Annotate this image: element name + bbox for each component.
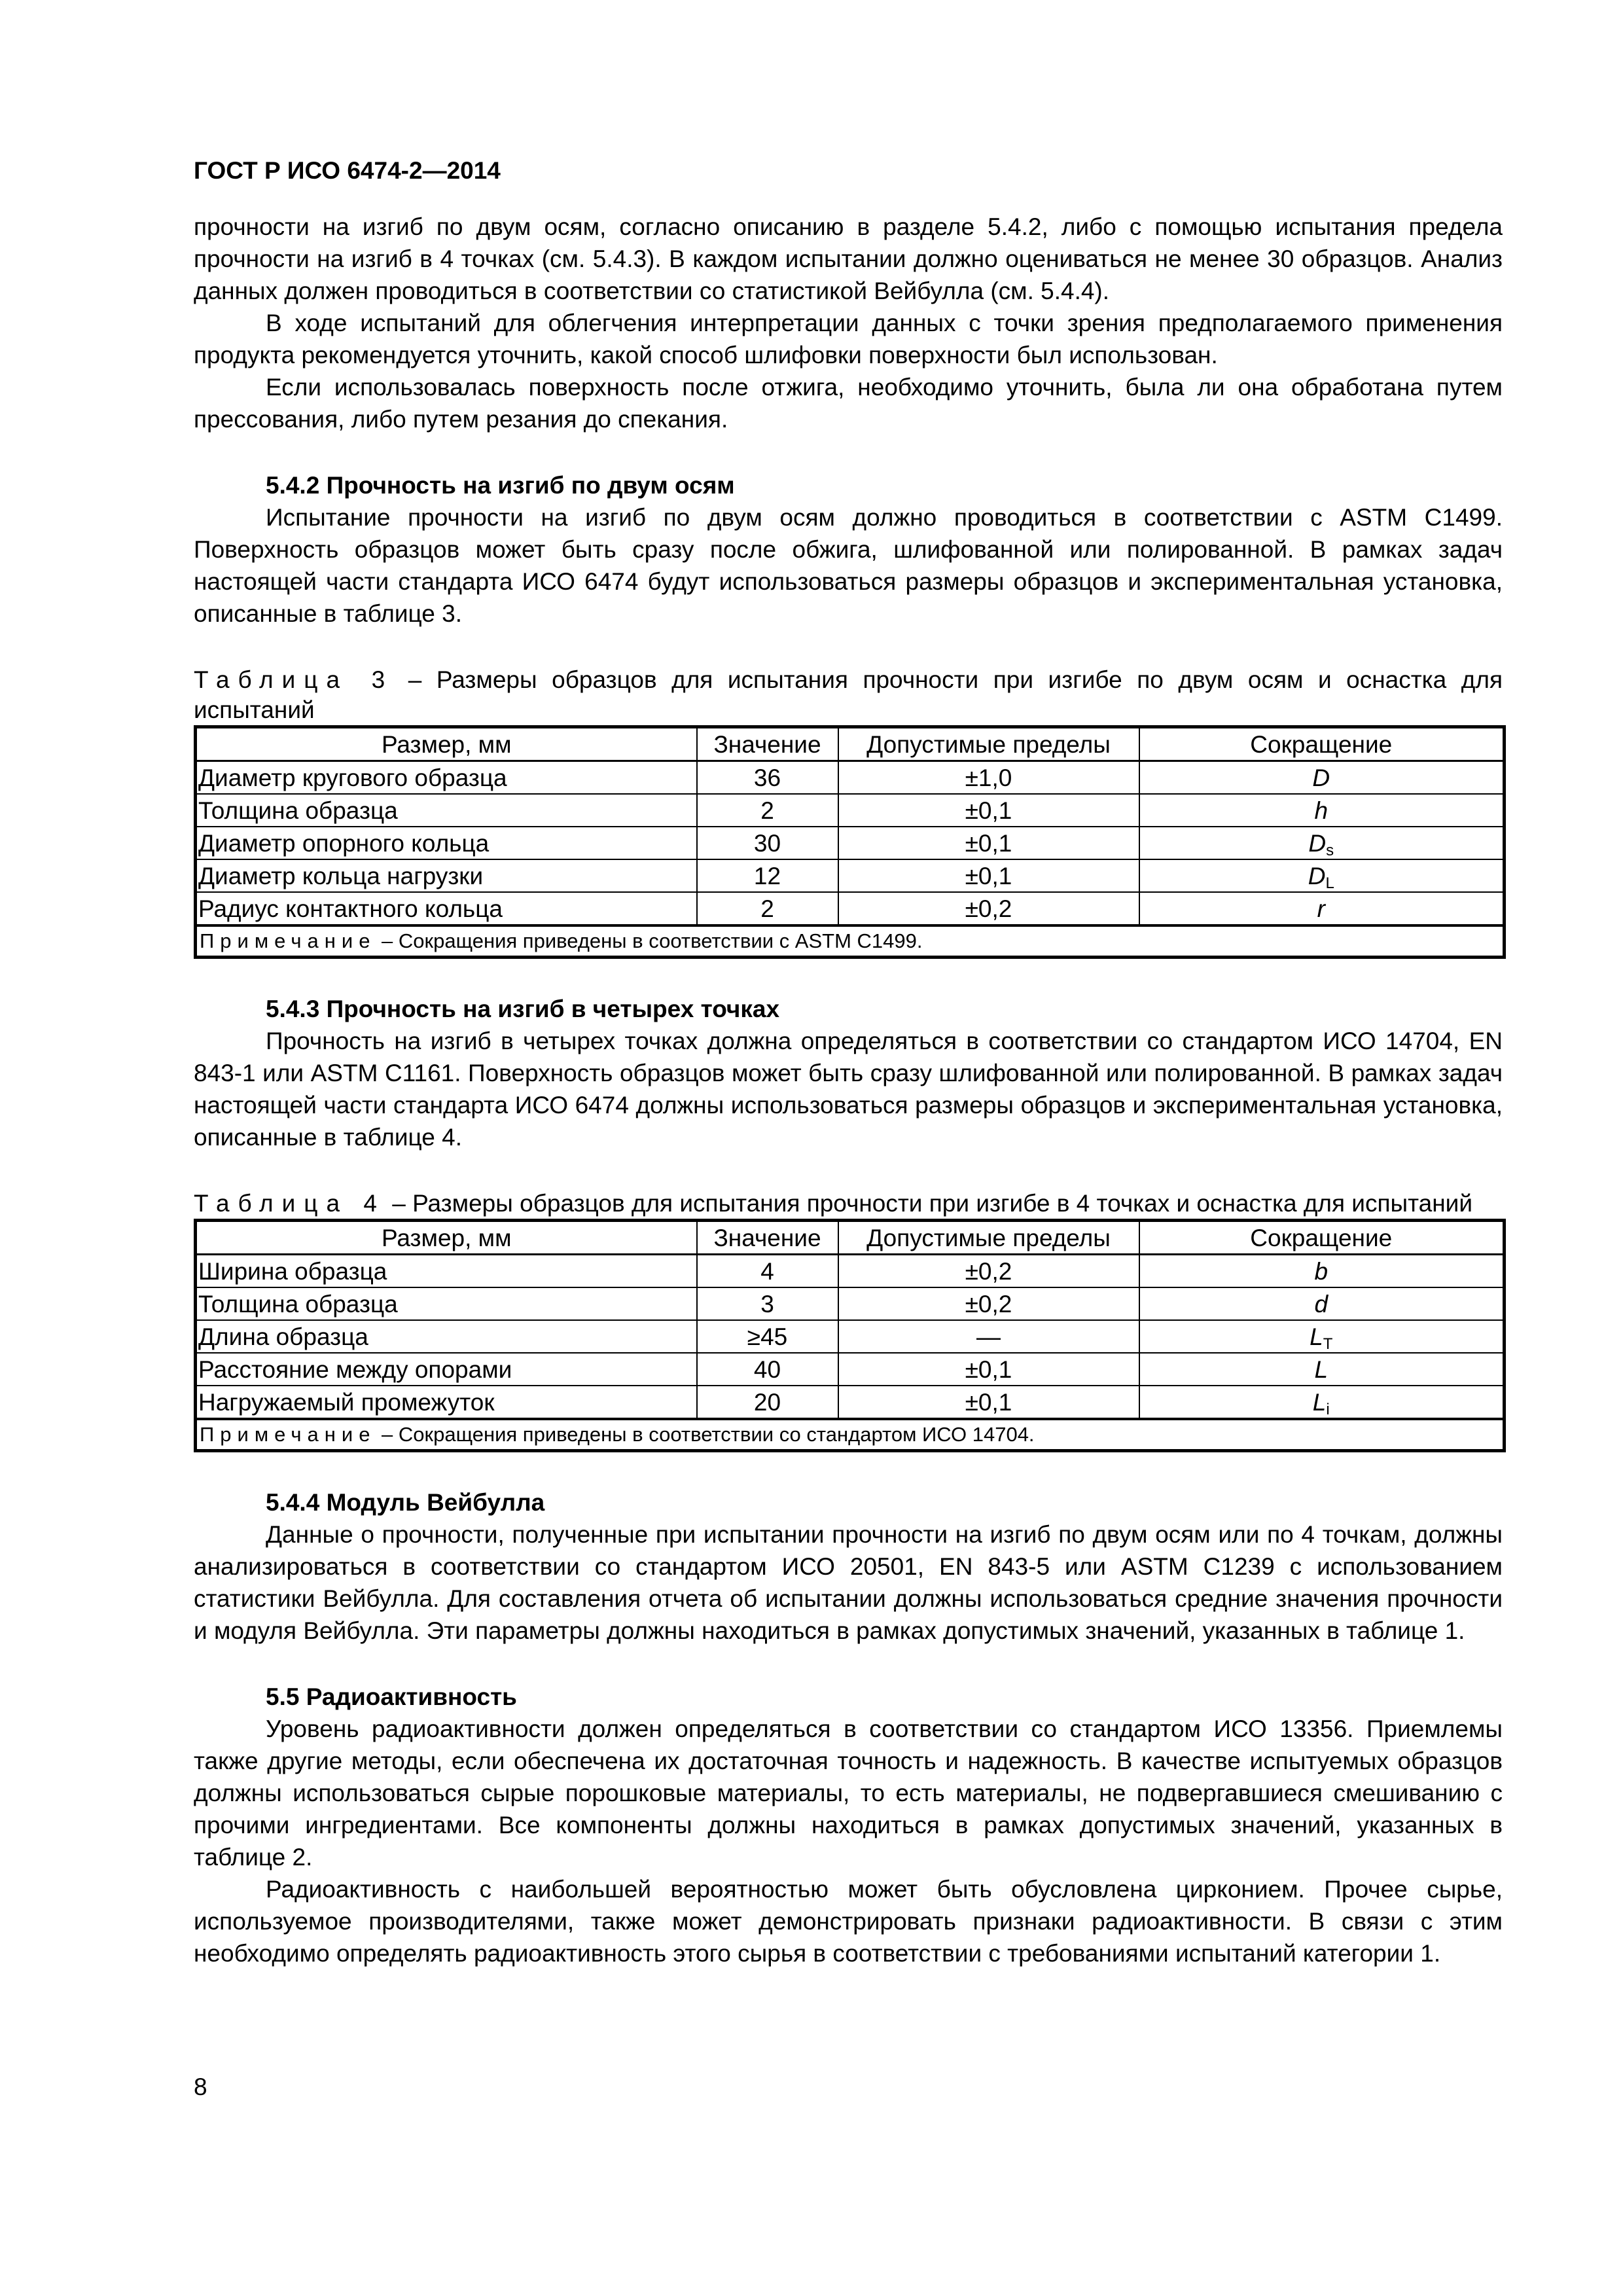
cell-value: 12 (697, 859, 838, 892)
cell-name: Диаметр кругового образца (196, 761, 697, 795)
cell-name: Диаметр опорного кольца (196, 827, 697, 859)
cell-limit: ±0,2 (838, 1287, 1139, 1320)
cell-abbr: L (1139, 1353, 1505, 1386)
cell-abbr: r (1139, 892, 1505, 925)
paragraph: Данные о прочности, полученные при испытании прочности на изгиб по двум осям или по 4 точкам, должны анализироваться в соответствии со стандартом ИСО 20501, EN 843-5 или ASTM C1239 с использованием статистики Вейбулла. Для составления отчета об испытании должны использоваться средние значения прочности и модуля Вейбулла. Эти параметры должны находиться в рамках допустимых значений, указанных в таблице 1. (194, 1521, 1503, 1644)
column-header: Значение (697, 727, 838, 761)
cell-value: 20 (697, 1386, 838, 1419)
cell-name: Расстояние между опорами (196, 1353, 697, 1386)
cell-limit: ±0,1 (838, 1353, 1139, 1386)
table-caption-label: Таблица 4 (194, 1190, 385, 1217)
cell-limit: ±0,1 (838, 794, 1139, 827)
cell-name: Диаметр кольца нагрузки (196, 859, 697, 892)
table-note: Примечание – Сокращения приведены в соответствии с ASTM C1499. (196, 925, 1505, 958)
paragraph: Испытание прочности на изгиб по двум осям должно проводиться в соответствии с ASTM C1499. Поверхность образцов может быть сразу после обжига, шлифованной или полированной. В рамках задач настоящей части стандарта ИСО 6474 будут использоваться размеры образцов и экспериментальная установка, описанные в таблице 3. (194, 504, 1503, 627)
table-note-row (196, 1419, 1505, 1451)
cell-abbr: $L_i$ (1139, 1386, 1505, 1419)
paragraph: Радиоактивность с наибольшей вероятностью может быть обусловлена цирконием. Прочее сырье, используемое производителями, также может демонстрировать признаки радиоактивности. В связи с этим необходимо определять радиоактивность этого сырья в соответствии с требованиями испытаний категории 1. (194, 1876, 1503, 1967)
column-header: Допустимые пределы (838, 727, 1139, 761)
paragraph: В ходе испытаний для облегчения интерпретации данных с точки зрения предполагаемого применения продукта рекомендуется уточнить, какой способ шлифовки поверхности был использован. (194, 310, 1503, 368)
cell-limit: ±0,2 (838, 1255, 1139, 1288)
cell-name: Толщина образца (196, 794, 697, 827)
cell-abbr: h (1139, 794, 1505, 827)
table-row (196, 794, 1505, 827)
table-caption-label: Таблица 3 (194, 666, 394, 693)
cell-abbr: $L_T$ (1139, 1320, 1505, 1353)
section-heading: 5.4.3 Прочность на изгиб в четырех точках (266, 996, 780, 1022)
cell-limit: ±0,1 (838, 1386, 1139, 1419)
cell-value: 3 (697, 1287, 838, 1320)
table-note: Примечание – Сокращения приведены в соответствии со стандартом ИСО 14704. (196, 1419, 1505, 1451)
cell-abbr: D (1139, 761, 1505, 795)
table-row (196, 892, 1505, 925)
table-row (196, 1287, 1505, 1320)
column-header: Размер, мм (196, 727, 697, 761)
section-heading: 5.5 Радиоактивность (266, 1683, 517, 1710)
table-header-row (196, 1221, 1505, 1255)
cell-value: 36 (697, 761, 838, 795)
cell-abbr: $D_L$ (1139, 859, 1505, 892)
section-heading: 5.4.4 Модуль Вейбулла (266, 1489, 545, 1516)
page-content (194, 154, 1503, 1969)
cell-abbr: b (1139, 1255, 1505, 1288)
cell-value: ≥45 (697, 1320, 838, 1353)
cell-name: Толщина образца (196, 1287, 697, 1320)
document-header: ГОСТ Р ИСО 6474-2—2014 (194, 157, 501, 184)
column-header: Размер, мм (196, 1221, 697, 1255)
cell-limit: — (838, 1320, 1139, 1353)
cell-value: 2 (697, 794, 838, 827)
page-number: 8 (194, 2073, 207, 2100)
table-caption-text: – Размеры образцов для испытания прочности при изгибе по двум осям и оснастка для испытаний (194, 666, 1503, 723)
column-header: Сокращение (1139, 727, 1505, 761)
cell-name: Ширина образца (196, 1255, 697, 1288)
table-row (196, 859, 1505, 892)
cell-value: 30 (697, 827, 838, 859)
paragraph: Если использовалась поверхность после отжига, необходимо уточнить, была ли она обработана путем прессования, либо путем резания до спекания. (194, 374, 1503, 433)
section-heading: 5.4.2 Прочность на изгиб по двум осям (266, 472, 735, 499)
paragraph: Прочность на изгиб в четырех точках должна определяться в соответствии со стандартом ИСО 14704, EN 843-1 или ASTM C1161. Поверхность образцов может быть сразу шлифованной или полированной. В рамках задач настоящей части стандарта ИСО 6474 должны использоваться размеры образцов и экспериментальная установка, описанные в таблице 4. (194, 1028, 1503, 1151)
table-note-row (196, 925, 1505, 958)
table-caption (194, 1189, 1503, 1219)
cell-abbr: d (1139, 1287, 1505, 1320)
column-header: Значение (697, 1221, 838, 1255)
cell-limit: ±0,1 (838, 827, 1139, 859)
column-header: Допустимые пределы (838, 1221, 1139, 1255)
cell-name: Нагружаемый промежуток (196, 1386, 697, 1419)
table-row (196, 1386, 1505, 1419)
cell-value: 40 (697, 1353, 838, 1386)
paragraph: прочности на изгиб по двум осям, согласно описанию в разделе 5.4.2, либо с помощью испытания предела прочности на изгиб в 4 точках (см. 5.4.3). В каждом испытании должно оцениваться не менее 30 образцов. Анализ данных должен проводиться в соответствии со статистикой Вейбулла (см. 5.4.4). (194, 213, 1503, 304)
column-header: Сокращение (1139, 1221, 1505, 1255)
table-row (196, 1320, 1505, 1353)
table-row (196, 1255, 1505, 1288)
cell-value: 2 (697, 892, 838, 925)
paragraph: Уровень радиоактивности должен определяться в соответствии со стандартом ИСО 13356. Приемлемы также другие методы, если обеспечена их достаточная точность и надежность. В качестве испытуемых образцов должны использоваться сырые порошковые материалы, то есть материалы, не подвергавшиеся смешиванию с прочими ингредиентами. Все компоненты должны находиться в рамках допустимых значений, указанных в таблице 2. (194, 1715, 1503, 1871)
table-row (196, 761, 1505, 795)
table-row (196, 827, 1505, 859)
table-caption (194, 665, 1503, 725)
table-caption-text: – Размеры образцов для испытания прочности при изгибе в 4 точках и оснастка для испытаний (385, 1190, 1472, 1217)
table-4 (194, 1219, 1506, 1452)
table-header-row (196, 727, 1505, 761)
table-row (196, 1353, 1505, 1386)
table-3 (194, 725, 1506, 959)
cell-limit: ±1,0 (838, 761, 1139, 795)
cell-value: 4 (697, 1255, 838, 1288)
cell-name: Радиус контактного кольца (196, 892, 697, 925)
cell-limit: ±0,1 (838, 859, 1139, 892)
cell-abbr: $D_s$ (1139, 827, 1505, 859)
cell-limit: ±0,2 (838, 892, 1139, 925)
cell-name: Длина образца (196, 1320, 697, 1353)
